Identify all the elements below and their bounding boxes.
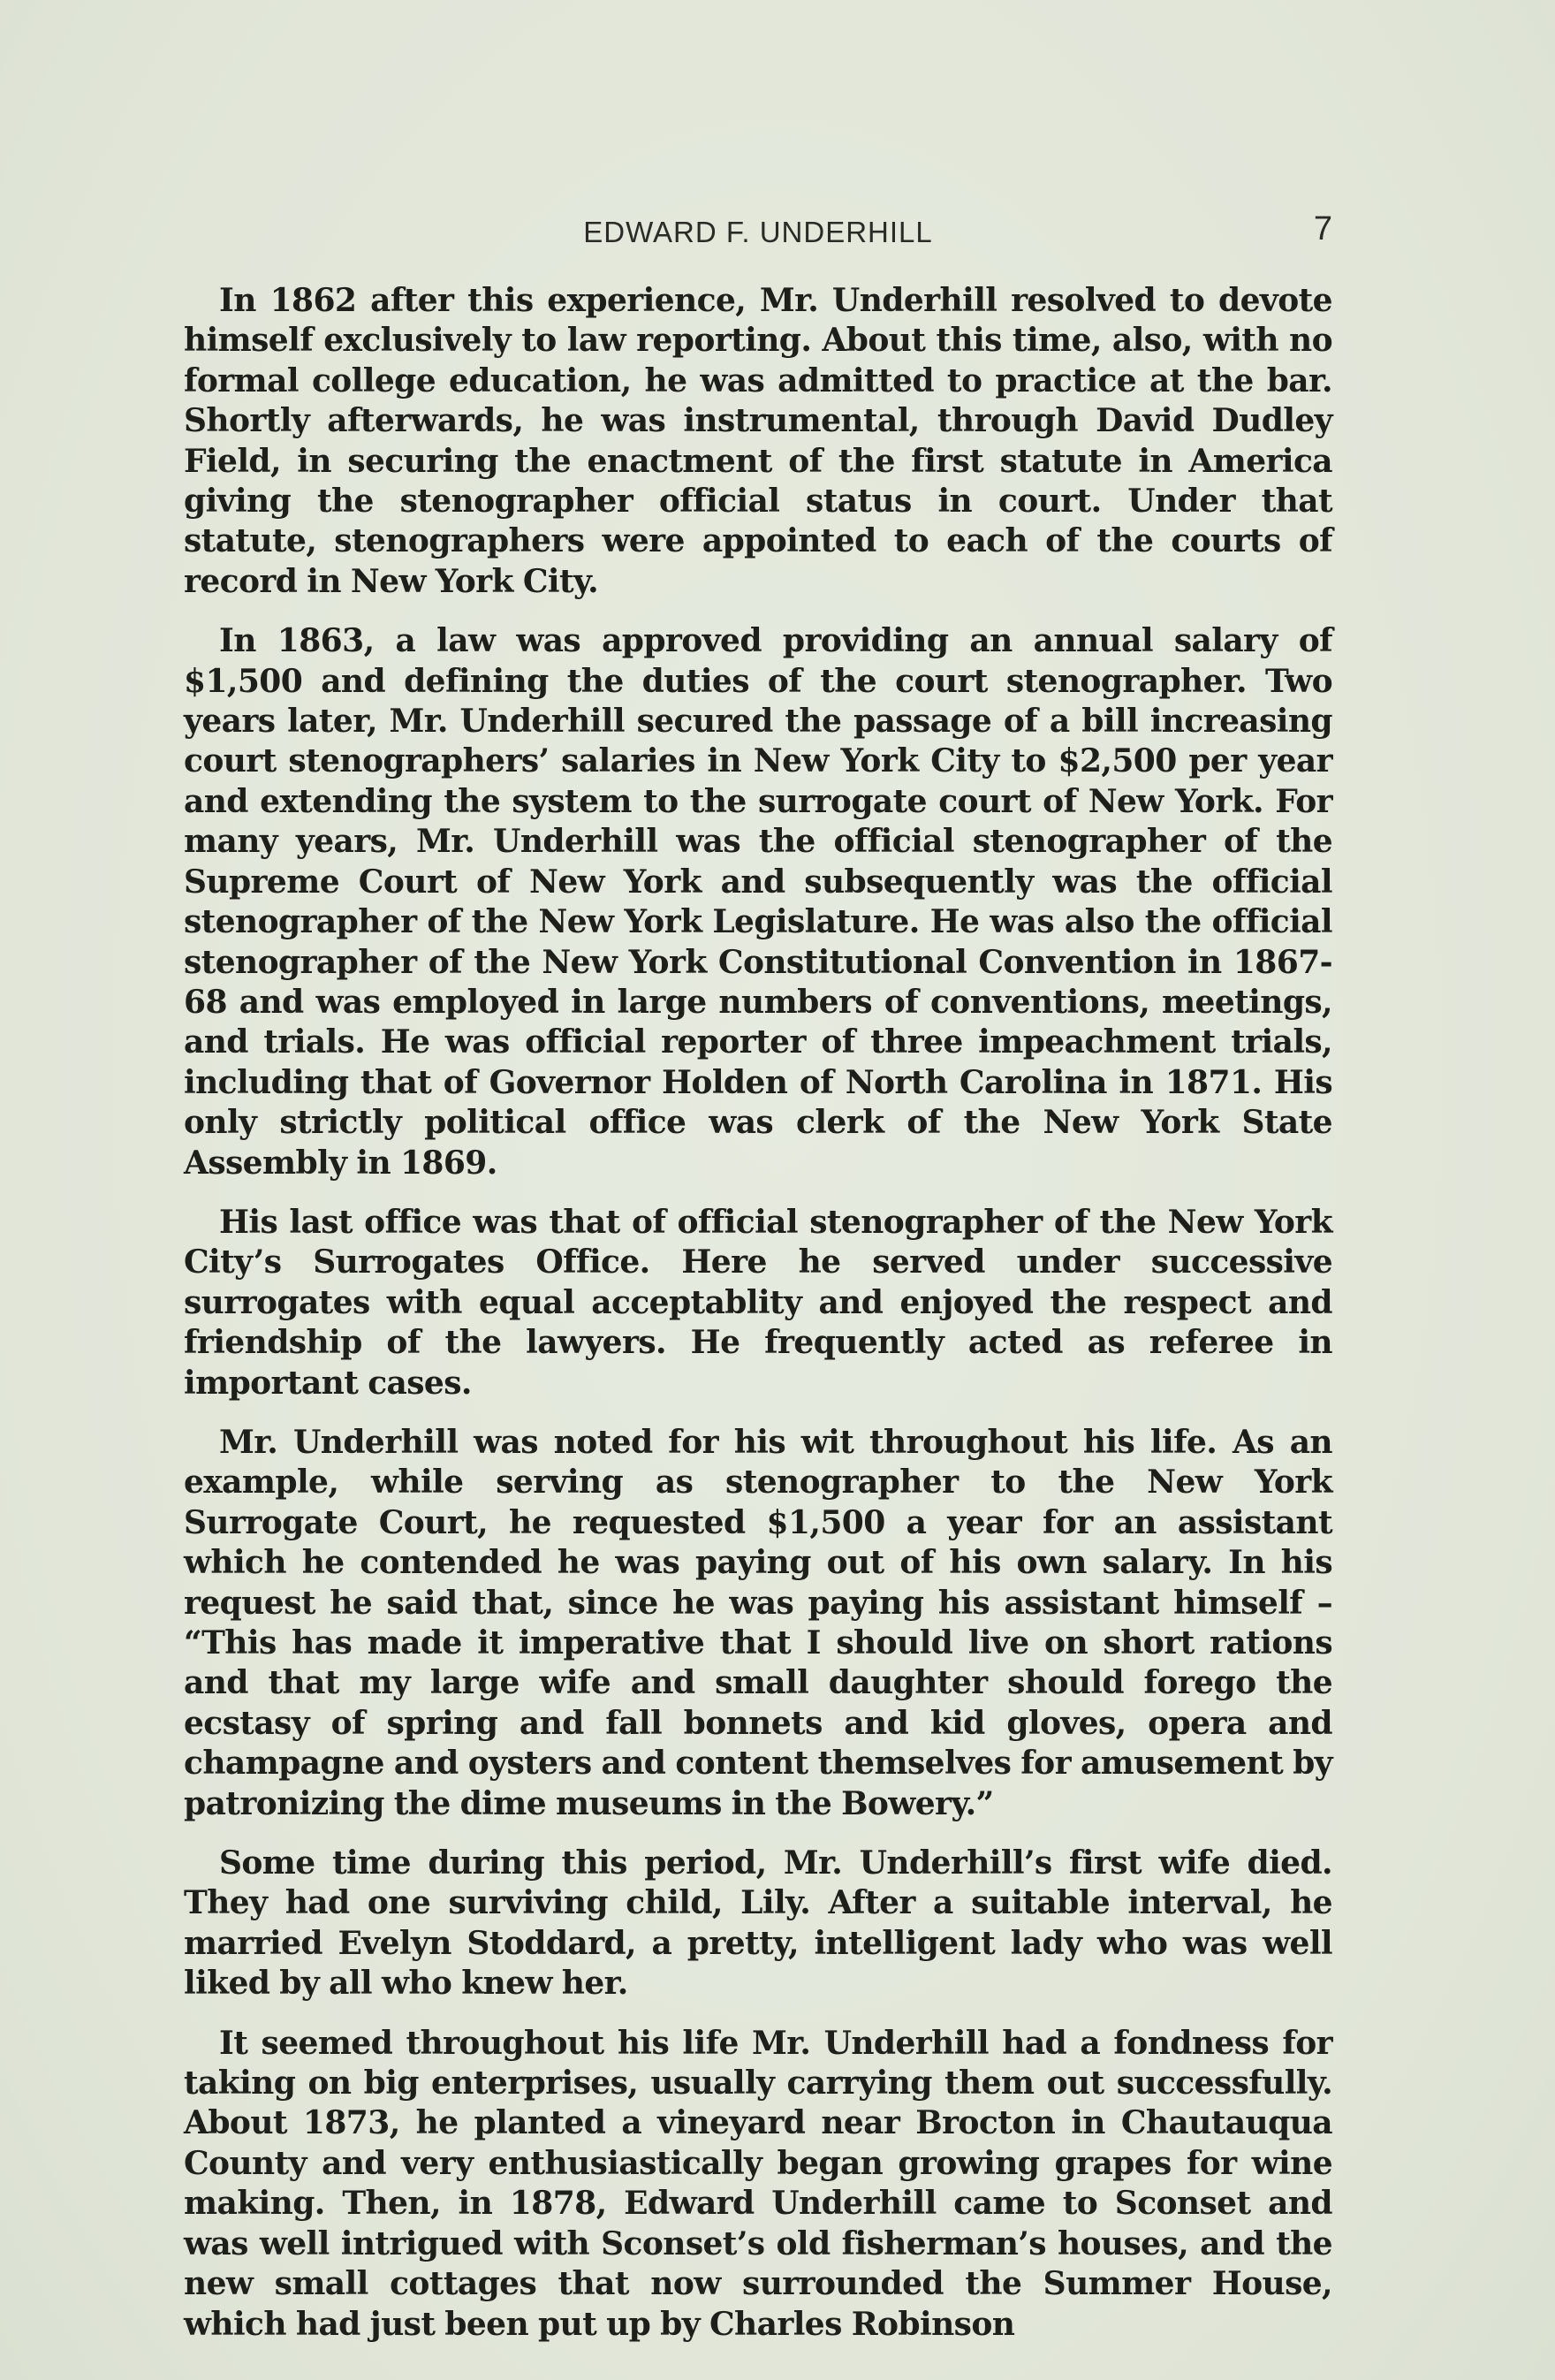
paragraph: In 1863, a law was approved providing an annual salary of $1,500 and defining the duties of the court stenographer. Two years later, Mr. Underhill secured the passage of a bill increasing court stenographers’ salaries in New York City to $2,500 per year and extending the system to the surrogate court of New York. For many years, Mr. Underhill was the official stenographer of the Supreme Court of New York and subsequently was the official stenographer of the New York Legislature. He was also the official stenographer of the New York Constitutional Convention in 1867-68 and was employed in large numbers of conventions, meetings, and trials. He was official reporter of three impeachment trials, including that of Governor Holden of North Carolina in 1871. His only strictly political office was clerk of the New York State Assembly in 1869.	[184, 622, 1332, 1182]
paragraph: His last office was that of official stenographer of the New York City’s Surrogates Office. Here he served under successive surrogates with equal acceptablity and enjoyed the respect and friendship of the lawyers. He frequently acted as referee in important cases.	[184, 1203, 1332, 1402]
page-header	[184, 210, 1332, 255]
paragraph: It seemed throughout his life Mr. Underhill had a fondness for taking on big enterprises, usually carrying them out successfully. About 1873, he planted a vineyard near Brocton in Chautauqua County and very enthusiastically began growing grapes for wine making. Then, in 1878, Edward Underhill came to Sconset and was well intrigued with Sconset’s old fisherman’s houses, and the new small cottages that now surrounded the Summer House, which had just been put up by Charles Robinson	[184, 2024, 1332, 2343]
body-text	[184, 281, 1332, 2364]
page-number: 7	[1313, 210, 1332, 247]
paragraph: In 1862 after this experience, Mr. Underhill resolved to devote himself exclusively to law reporting. About this time, also, with no formal college education, he was admitted to practice at the bar. Shortly afterwards, he was instrumental, through David Dudley Field, in securing the enactment of the first statute in America giving the stenographer official status in court. Under that statute, stenographers were appointed to each of the courts of record in New York City.	[184, 282, 1332, 600]
paragraph: Mr. Underhill was noted for his wit throughout his life. As an example, while serving as stenographer to the New York Surrogate Court, he requested $1,500 a year for an assistant which he contended he was paying out of his own salary. In his request he said that, since he was paying his assistant himself – “This has made it imperative that I should live on short rations and that my large wife and small daughter should forego the ecstasy of spring and fall bonnets and kid gloves, opera and champagne and oysters and content themselves for amusement by patronizing the dime museums in the Bowery.”	[184, 1423, 1332, 1822]
paragraph: Some time during this period, Mr. Underhill’s first wife died. They had one surviving child, Lily. After a suitable interval, he married Evelyn Stoddard, a pretty, intelligent lady who was well liked by all who knew her.	[184, 1844, 1332, 2003]
running-head: EDWARD F. UNDERHILL	[583, 216, 933, 248]
